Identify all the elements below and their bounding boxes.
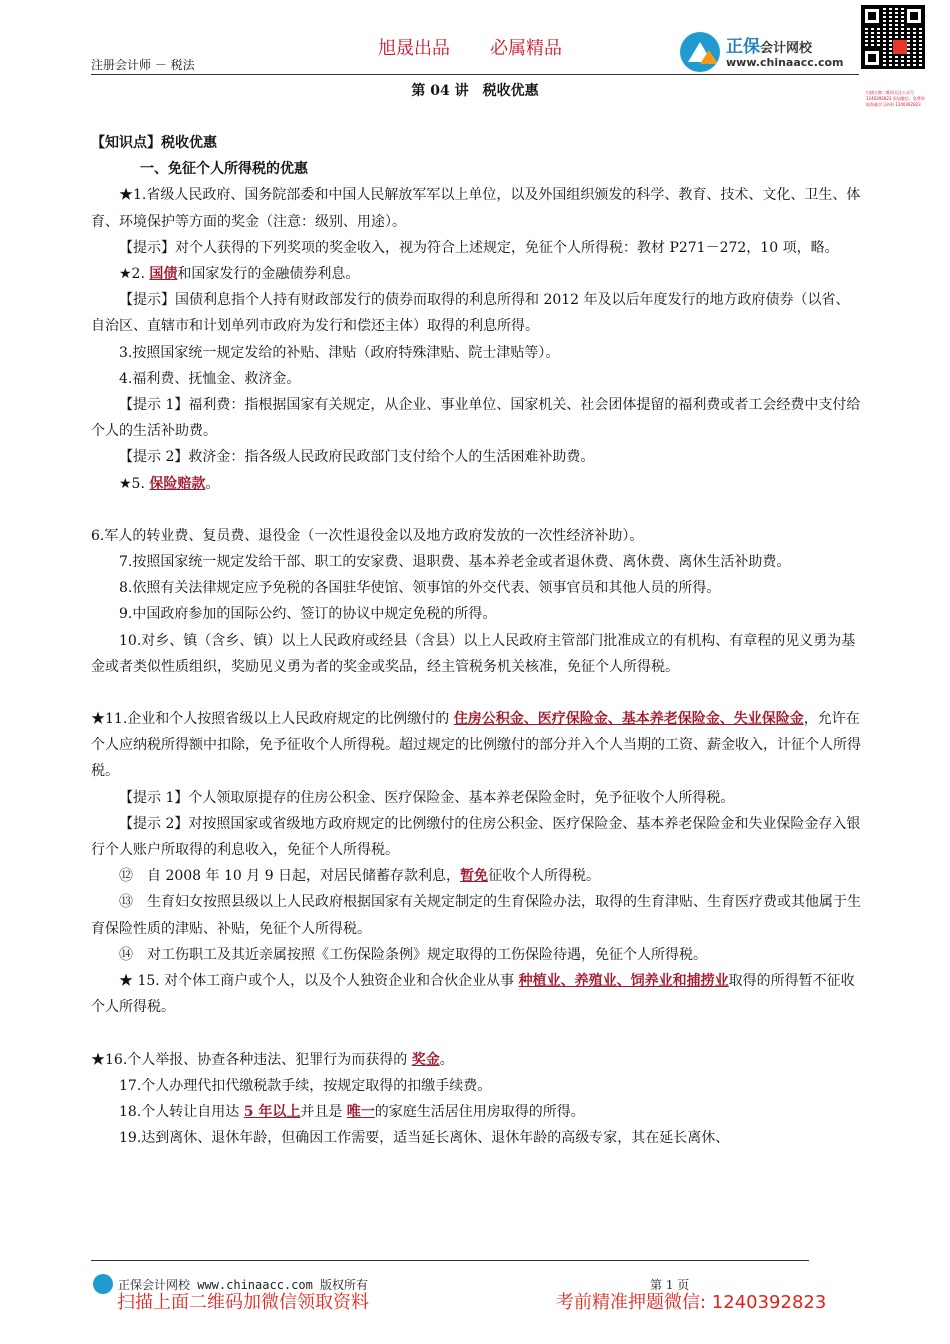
paragraph: ★5. 保险赔款。 xyxy=(119,475,220,492)
logo-subname: 会计网校 xyxy=(760,41,813,56)
paragraph: ⑬ 生育妇女按照县级以上人民政府根据国家有关规定制定的生育保险办法，取得的生育津贴、生育医疗费或其他属于生育保险性质的津贴、补贴，免征个人所得税。 xyxy=(91,894,861,937)
paragraph: ★ 15. 对个体工商户或个人，以及个人独资企业和合伙企业从事 种植业、养殖业、饲养业和捕捞业取得的所得暂不征收个人所得税。 xyxy=(91,973,855,1016)
qr-finder xyxy=(862,48,882,68)
paragraph: 10.对乡、镇（含乡、镇）以上人民政府或经县（含县）以上人民政府主管部门批准成立的有机构、有章程的见义勇为基金或者类似性质组织，奖励见义勇为者的奖金或奖品，经主管税务机关核准，免征个人所得税。 xyxy=(91,632,856,675)
highlight-term: 住房公积金、医疗保险金、基本养老保险金、失业保险金 xyxy=(453,711,804,728)
tip: 【提示 1】福利费：指根据国家有关规定，从企业、事业单位、国家机关、社会团体提留的福利费或者工会经费中支付给个人的生活补助费。 xyxy=(91,397,861,440)
document-body xyxy=(91,130,861,1151)
highlight-term: 保险赔款 xyxy=(149,475,206,492)
paragraph: 19.达到离休、退休年龄，但确因工作需要，适当延长离休、退休年龄的高级专家，其在延长离休、 xyxy=(119,1130,730,1147)
tip: 【提示】国债利息指个人持有财政部发行的债券而取得的利息所得和 2012 年及以后年度发行的地方政府债券（以省、自治区、直辖市和计划单列市政府为发行和偿还主体）取得的利息所得。 xyxy=(91,292,850,335)
paragraph: ⑫ 自 2008 年 10 月 9 日起，对居民储蓄存款利息，暂免征收个人所得税。 xyxy=(119,868,601,885)
paragraph: ★11.企业和个人按照省级以上人民政府规定的比例缴付的 住房公积金、医疗保险金、基本养老保险金、失业保险金，允许在个人应纳税所得额中扣除，免予征收个人所得税。超过规定的比例缴付的部分并入个人当期的工资、薪金收入，计征个人所得税。 xyxy=(91,711,861,780)
qr-caption: 扫描左侧二维码关注公众号 1240392823 添加微信，免费领取海量学习资料 1240392823 xyxy=(866,90,925,107)
paragraph: 9.中国政府参加的国际公约、签订的协议中规定免税的所得。 xyxy=(119,606,497,623)
tip: 【提示 1】个人领取原提存的住房公积金、医疗保险金、基本养老保险金时，免予征收个人所得税。 xyxy=(119,789,735,806)
paragraph: ★1.省级人民政府、国务院部委和中国人民解放军军以上单位，以及外国组织颁发的科学、教育、技术、文化、卫生、体育、环境保护等方面的奖金（注意：级别、用途）。 xyxy=(91,187,861,230)
qr-finder xyxy=(862,6,882,26)
tip: 【提示】对个人获得的下列奖项的奖金收入，视为符合上述规定，免征个人所得税：教材 P271－272，10 项，略。 xyxy=(119,239,839,256)
tip: 【提示 2】对按照国家或省级地方政府规定的比例缴付的住房公积金、医疗保险金、基本养老保险金和失业保险金存入银行个人账户所取得的利息收入，免征个人所得税。 xyxy=(91,815,861,859)
page-number: 第 1 页 xyxy=(650,1278,690,1292)
highlight-term: 种植业、养殖业、饲养业和捕捞业 xyxy=(518,973,729,990)
header-divider xyxy=(91,74,859,75)
paragraph: 3.按照国家统一规定发给的补贴、津贴（政府特殊津贴、院士津贴等）。 xyxy=(119,344,560,361)
footer-copyright: 正保会计网校 www.chinaacc.com 版权所有 xyxy=(118,1278,369,1292)
tip: 【提示 2】救济金：指各级人民政府民政部门支付给个人的生活困难补助费。 xyxy=(119,449,595,466)
qr-code-icon[interactable] xyxy=(862,6,924,68)
paragraph: ★2. 国债和国家发行的金融债券利息。 xyxy=(119,266,360,283)
paragraph: ★16.个人举报、协查各种违法、犯罪行为而获得的 奖金。 xyxy=(91,1051,454,1068)
footer-divider xyxy=(91,1260,809,1261)
paragraph: 17.个人办理代扣代缴税款手续，按规定取得的扣缴手续费。 xyxy=(119,1077,492,1094)
paragraph: 4.福利费、抚恤金、救济金。 xyxy=(119,370,301,387)
knowledge-point-heading: 【知识点】税收优惠 xyxy=(91,135,217,151)
highlight-term: 暂免 xyxy=(460,868,489,885)
highlight-term: 奖金 xyxy=(411,1051,440,1068)
footer-logo-icon xyxy=(93,1274,113,1294)
paragraph: 18.个人转让自用达 5 年以上并且是 唯一的家庭生活居住用房取得的所得。 xyxy=(119,1103,585,1120)
paragraph: 7.按照国家统一规定发给干部、职工的安家费、退职费、基本养老金或者退休费、离休费、离休生活补助费。 xyxy=(119,554,791,571)
highlight-term: 唯一 xyxy=(346,1103,375,1120)
paragraph: 6.军人的转业费、复员费、退役金（一次性退役金以及地方政府发放的一次性经济补助）。 xyxy=(91,527,644,544)
highlight-term: 国债 xyxy=(149,266,178,283)
promo-wechat-text: 考前精准押题微信: 1240392823 xyxy=(556,1292,827,1313)
slogan xyxy=(378,34,562,60)
lecture-title: 第 04 讲 税收优惠 xyxy=(411,83,539,99)
section-heading: 一、免征个人所得税的优惠 xyxy=(140,161,308,178)
qr-badge-icon xyxy=(893,40,907,54)
brand-logo[interactable] xyxy=(680,30,860,74)
paragraph: 8.依照有关法律规定应予免税的各国驻华使馆、领事馆的外交代表、领事官员和其他人员的所得。 xyxy=(119,580,721,597)
course-title: 注册会计师 － 税法 xyxy=(91,58,195,72)
promo-qr-text: 扫描上面二维码加微信领取资料 xyxy=(117,1292,369,1313)
highlight-term: 5 年以上 xyxy=(243,1103,301,1120)
slogan-right: 必属精品 xyxy=(490,38,562,59)
slogan-left: 旭晟出品 xyxy=(378,38,450,59)
logo-mark-icon xyxy=(680,32,720,72)
qr-finder xyxy=(904,6,924,26)
logo-url: www.chinaacc.com xyxy=(726,56,844,69)
paragraph: ⑭ 对工伤职工及其近亲属按照《工伤保险条例》规定取得的工伤保险待遇，免征个人所得税。 xyxy=(119,946,707,963)
logo-name: 正保会计网校 xyxy=(726,37,813,57)
